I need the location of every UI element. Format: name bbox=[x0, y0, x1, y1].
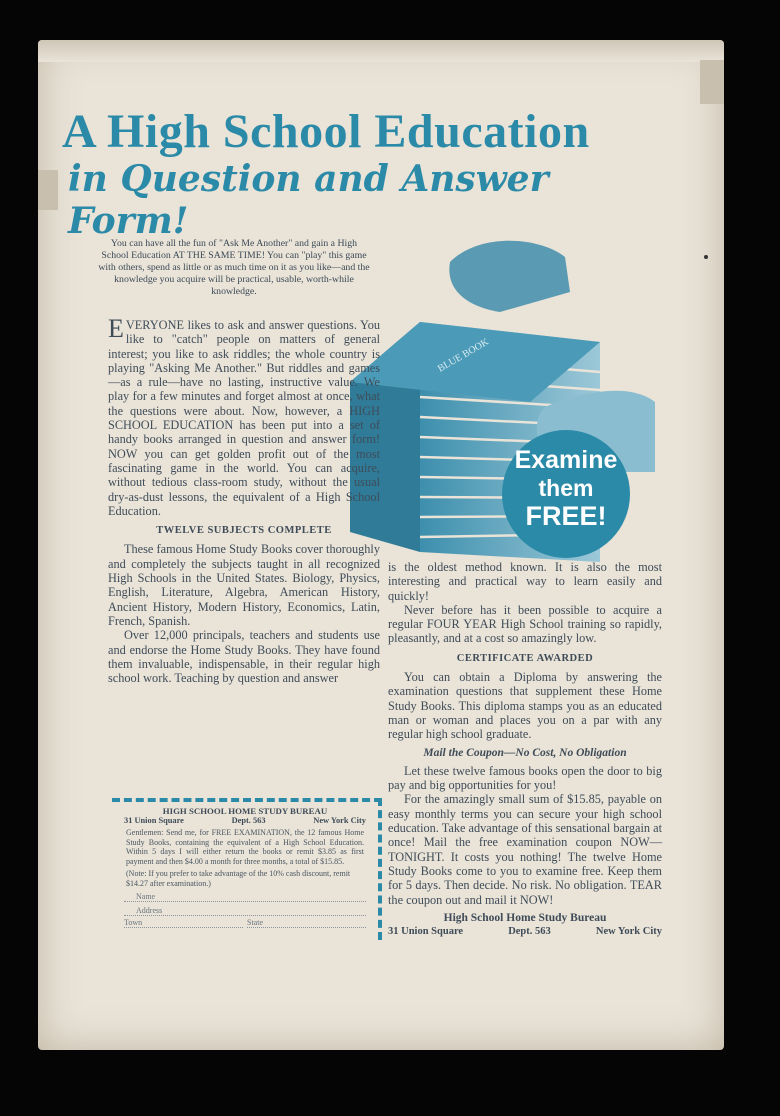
signature-address-line bbox=[388, 925, 662, 939]
svg-text:BLUE BOOK: BLUE BOOK bbox=[436, 336, 491, 375]
left-para3: Over 12,000 principals, teachers and students use and endorse the Home Study Books. They have found them invaluable, indispensable, in their regular high school work. Teaching by question and answer bbox=[108, 628, 380, 686]
heading-twelve-subjects: TWELVE SUBJECTS COMPLETE bbox=[156, 525, 332, 537]
coupon-dept: Dept. 563 bbox=[231, 816, 266, 825]
coupon-address-field[interactable]: Address bbox=[124, 904, 366, 916]
coupon-title: HIGH SCHOOL HOME STUDY BUREAU bbox=[162, 806, 328, 816]
heading-certificate: CERTIFICATE AWARDED bbox=[456, 652, 594, 664]
badge-line3: FREE! bbox=[525, 501, 607, 531]
left-para1-text: VERYONE likes to ask and answer questions. You like to "catch" people on matters of general interest; you like to ask riddles; the whole country is playing "Asking Me Another." But riddles and games—as a rule—have no lasting, instructive value. We play for a few minutes and forget almost at once, what the questions were about. Now, however, a HIGH SCHOOL EDUCATION has been put into a set of handy books arranged in question and answer form! NOW you can get golden profit out of the most fascinating game in the world. You can acquire, without tedious class-room study, without the usual dry-as-dust lessons, the equivalent of a High School Education. bbox=[108, 318, 380, 518]
ad-title-line1: A High School Education bbox=[62, 105, 590, 158]
torn-edge-top-right bbox=[700, 60, 724, 104]
page-speck bbox=[704, 255, 708, 259]
left-para1 bbox=[108, 314, 380, 518]
coupon-state-field[interactable]: State bbox=[247, 918, 366, 928]
coupon-town-state-row bbox=[124, 918, 366, 928]
right-para4: Let these twelve famous books open the door to big pay and big opportunities for you! bbox=[388, 763, 662, 793]
sig-address: 31 Union Square bbox=[388, 926, 464, 938]
coupon-city: New York City bbox=[313, 816, 366, 825]
ad-title-line2: in Question and Answer Form! bbox=[68, 158, 549, 242]
left-para2: These famous Home Study Books cover thoroughly and completely the subjects taught in all recognized High Schools in the United States. Biology, Physics, English, Literature, Algebra, American History, Ancient History, Modern History, Economics, Latin, French, Spanish. bbox=[108, 542, 380, 628]
sig-dept: Dept. 563 bbox=[508, 926, 551, 938]
subheading-mail-coupon: Mail the Coupon—No Cost, No Obligation bbox=[423, 746, 627, 759]
coupon-address-line bbox=[112, 816, 378, 825]
examine-free-badge bbox=[502, 430, 630, 558]
torn-edge-left bbox=[38, 170, 58, 210]
badge-line1: Examine bbox=[514, 446, 618, 474]
badge-line2: them bbox=[538, 475, 594, 501]
ad-intro: You can have all the fun of "Ask Me Another" and gain a High School Education AT THE SAME TIME! You can "play" this game with others, spend as little or as much time on it as you like—and the knowledge you acquire will be practical, usable, worth-while knowledge. bbox=[98, 238, 370, 297]
right-para1: is the oldest method known. It is also the most interesting and practical way to learn easily and quickly! bbox=[388, 560, 662, 603]
upper-hand bbox=[449, 241, 570, 312]
coupon-town-field[interactable]: Town bbox=[124, 918, 243, 928]
coupon-note: (Note: If you prefer to take advantage of the 10% cash discount, remit $14.27 after examination.) bbox=[126, 869, 351, 888]
right-column bbox=[388, 560, 662, 939]
coupon-address: 31 Union Square bbox=[124, 816, 184, 825]
signature-bureau: High School Home Study Bureau bbox=[443, 911, 607, 924]
coupon-body: Gentlemen: Send me, for FREE EXAMINATION, the 12 famous Home Study Books, containing the equivalent of a High School Education. Within 5 days I will either return the books or remit $3.85 as first payment and then $4.00 a month for three months, a total of $15.85. bbox=[126, 828, 364, 866]
dropcap: E bbox=[108, 314, 124, 343]
coupon-name-field[interactable]: Name bbox=[124, 890, 366, 902]
right-para3: You can obtain a Diploma by answering the examination questions that supplement these Home Study Books. This diploma stamps you as an educated man or woman and places you on a par with any regular high school graduate. bbox=[388, 670, 662, 742]
right-para5: For the amazingly small sum of $15.85, payable on easy monthly terms you can secure your high school education. Take advantage of this sensational bargain at once! Mail the free examination coupon NOW—TONIGHT. It costs you nothing! The twelve Home Study Books come to you to examine free. Keep them for 5 days. Then decide. No risk. No obligation. TEAR the coupon out and mail it NOW! bbox=[388, 792, 662, 907]
mail-coupon[interactable] bbox=[112, 798, 382, 940]
right-para2: Never before has it been possible to acquire a regular FOUR YEAR High School training so rapidly, pleasantly, and at a cost so amazingly low. bbox=[388, 602, 662, 646]
left-column bbox=[108, 314, 380, 686]
sig-city: New York City bbox=[595, 926, 662, 938]
worn-edge bbox=[38, 40, 724, 62]
